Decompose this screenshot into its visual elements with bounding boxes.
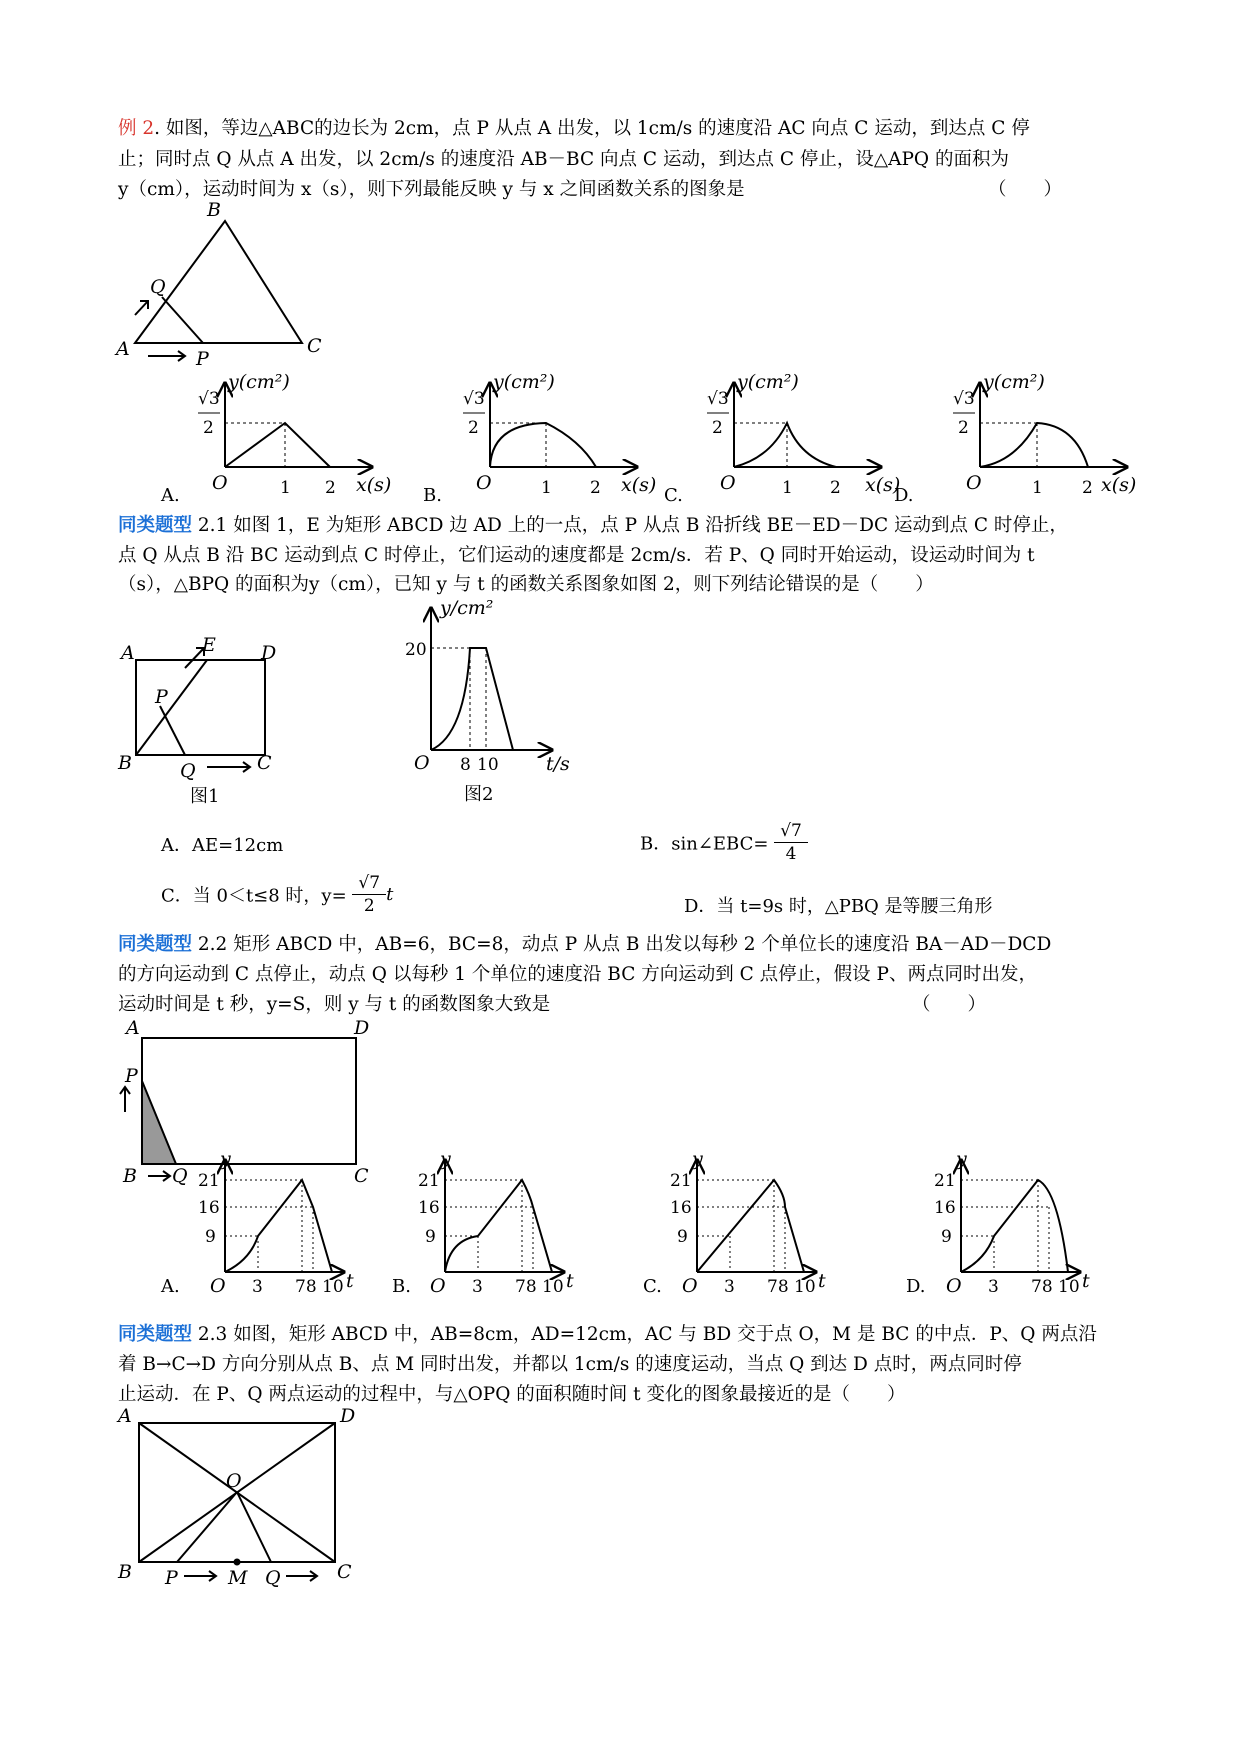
q22-C-v21: 21 [670, 1171, 692, 1191]
ex2-line3: y（cm），运动时间为 x（s），则下列最能反映 y 与 x 之间函数关系的图象是 [118, 179, 745, 200]
q21-optB-text: B．sin∠EBC= [640, 833, 769, 855]
q22-C-t10: 10 [794, 1277, 816, 1297]
q22-A-t78: 78 [295, 1277, 317, 1297]
ex2-A-origin: O [212, 472, 228, 494]
q23-fig-A: A [118, 1405, 132, 1427]
q22-line3: 运动时间是 t 秒，y=S，则 y 与 t 的函数图象大致是 [118, 994, 551, 1015]
ex2-option-D[interactable]: D. [894, 485, 914, 506]
q22-A-v16: 16 [198, 1198, 220, 1218]
q22-B-v21: 21 [418, 1171, 440, 1191]
q22-D-t10: 10 [1058, 1277, 1080, 1297]
q22-line2: 的方向运动到 C 点停止，动点 Q 以每秒 1 个单位的速度沿 BC 方向运动到 C 点停止，假设 P、两点同时出发， [118, 964, 1037, 985]
q22-C-t3: 3 [724, 1277, 735, 1297]
q22-C-origin: O [682, 1275, 698, 1297]
ex2-C-two: 2 [712, 418, 723, 438]
ex2-B-origin: O [476, 472, 492, 494]
q22-B-origin: O [430, 1275, 446, 1297]
ex2-fig-B: B [207, 199, 221, 221]
q22-option-A[interactable]: A. [161, 1276, 180, 1297]
q21-fig-Q: Q [180, 760, 196, 782]
q21-optC-t: t [386, 884, 394, 905]
q21-text-1: 2.1 如图 1，E 为矩形 ABCD 边 AD 上的一点，点 P 从点 B 沿折线 BE－ED－DC 运动到点 C 时停止， [192, 515, 1068, 536]
ex2-B-sqrt3: √3 [463, 389, 485, 409]
q22-B-t10: 10 [542, 1277, 564, 1297]
ex2-C-t1: 1 [782, 478, 793, 498]
q22-option-D[interactable]: D. [906, 1276, 926, 1297]
ex2-option-C[interactable]: C. [664, 485, 683, 506]
ex2-C-yaxis: y(cm²) [737, 371, 799, 393]
q22-D-t3: 3 [988, 1277, 999, 1297]
q21-fig2-origin: O [414, 752, 430, 774]
q21-optC-num: √7 [352, 872, 386, 895]
q22-C-t78: 78 [767, 1277, 789, 1297]
q21-fig2-t8: 8 [460, 755, 471, 775]
q23-fig-D: D [340, 1405, 356, 1427]
q22-fig-C: C [354, 1165, 369, 1187]
ex2-C-xaxis: x(s) [865, 474, 901, 496]
q22-D-origin: O [946, 1275, 962, 1297]
q22-option-B[interactable]: B. [392, 1276, 411, 1297]
q21-option-A[interactable]: A．AE=12cm [161, 835, 284, 856]
ex2-B-t2: 2 [590, 478, 601, 498]
ex2-A-t1: 1 [280, 478, 291, 498]
q22-D-v9: 9 [941, 1227, 952, 1247]
q22-C-v16: 16 [670, 1198, 692, 1218]
q21-fig2-v20: 20 [405, 640, 427, 660]
ex2-A-t2: 2 [325, 478, 336, 498]
q22-A-t3: 3 [252, 1277, 263, 1297]
q23-tag: 同类题型 [118, 1324, 193, 1345]
q22-tag: 同类题型 [118, 934, 193, 955]
q22-D-v21: 21 [934, 1171, 956, 1191]
q22-B-y: y [440, 1148, 451, 1170]
q22-B-v16: 16 [418, 1198, 440, 1218]
q22-B-t: t [566, 1270, 574, 1292]
ex2-fig-A: A [116, 338, 130, 360]
q21-fig-P: P [155, 686, 168, 708]
q21-optB-num: √7 [774, 820, 808, 843]
ex2-A-yaxis: y(cm²) [228, 371, 290, 393]
ex2-D-t2: 2 [1082, 478, 1093, 498]
q22-A-y: y [220, 1148, 231, 1170]
q22-A-v9: 9 [205, 1227, 216, 1247]
q22-A-v21: 21 [198, 1171, 220, 1191]
ex2-option-B[interactable]: B. [423, 485, 442, 506]
q21-fig-A: A [121, 642, 135, 664]
ex2-B-xaxis: x(s) [621, 474, 657, 496]
q21-fig-C: C [257, 752, 272, 774]
q21-fig1-caption: 图1 [190, 786, 220, 807]
q22-B-t78: 78 [515, 1277, 537, 1297]
ex2-tag: 例 2 [118, 118, 155, 139]
q22-fig-Q: Q [172, 1165, 188, 1187]
q21-fig-D: D [261, 642, 277, 664]
q22-A-t: t [346, 1270, 354, 1292]
q21-fig2-yaxis: y/cm² [440, 597, 494, 619]
ex2-A-xaxis: x(s) [356, 474, 392, 496]
q22-D-v16: 16 [934, 1198, 956, 1218]
q22-fig-A: A [126, 1017, 140, 1039]
q23-line3: 止运动．在 P、Q 两点运动的过程中，与△OPQ 的面积随时间 t 变化的图象最接近的是（ ） [118, 1384, 906, 1405]
q23-fig-Q: Q [265, 1567, 281, 1589]
q22-fig-B: B [123, 1165, 137, 1187]
q23-line2: 着 B→C→D 方向分别从点 B、点 M 同时出发，并都以 1cm/s 的速度运动，当点 Q 到达 D 点时，两点同时停 [118, 1354, 1022, 1375]
q21-fig2-t10: 10 [477, 755, 499, 775]
q22-B-t3: 3 [472, 1277, 483, 1297]
q21-tag: 同类题型 [118, 515, 193, 536]
ex2-text-1: . 如图，等边△ABC的边长为 2cm，点 P 从点 A 出发，以 1cm/s 的速度沿 AC 向点 C 运动，到达点 C 停 [154, 118, 1030, 139]
q22-option-C[interactable]: C. [643, 1276, 662, 1297]
ex2-answer-paren: （ ） [988, 179, 1063, 200]
q22-B-v9: 9 [425, 1227, 436, 1247]
q22-answer-paren: （ ） [912, 994, 987, 1015]
ex2-B-two: 2 [468, 418, 479, 438]
q22-D-t: t [1082, 1270, 1090, 1292]
ex2-D-sqrt3: √3 [953, 389, 975, 409]
ex2-option-A[interactable]: A. [161, 485, 180, 506]
q21-fig-E: E [202, 634, 216, 656]
q22-A-origin: O [210, 1275, 226, 1297]
ex2-D-yaxis: y(cm²) [983, 371, 1045, 393]
q23-fig-O: O [226, 1470, 242, 1492]
ex2-C-origin: O [720, 472, 736, 494]
ex2-A-two: 2 [203, 418, 214, 438]
q22-A-t10: 10 [322, 1277, 344, 1297]
q22-text-1: 2.2 矩形 ABCD 中，AB=6，BC=8，动点 P 从点 B 出发以每秒 2 个单位长的速度沿 BA－AD－DCD [192, 934, 1052, 955]
ex2-fig-P: P [196, 348, 209, 370]
ex2-C-sqrt3: √3 [707, 389, 729, 409]
q22-fig-D: D [354, 1017, 370, 1039]
q23-fig-M: M [228, 1567, 248, 1589]
q21-fig2-xaxis: t/s [546, 753, 570, 775]
ex2-D-two: 2 [958, 418, 969, 438]
q22-D-t78: 78 [1031, 1277, 1053, 1297]
q22-D-y: y [956, 1148, 967, 1170]
ex2-D-origin: O [966, 472, 982, 494]
q22-C-y: y [692, 1148, 703, 1170]
q23-text-1: 2.3 如图，矩形 ABCD 中，AB=8cm，AD=12cm，AC 与 BD 交于点 O，M 是 BC 的中点．P、Q 两点沿 [192, 1324, 1097, 1345]
ex2-D-t1: 1 [1032, 478, 1043, 498]
ex2-D-xaxis: x(s) [1101, 474, 1137, 496]
q22-fig-P: P [125, 1065, 138, 1087]
q21-optB-den: 4 [785, 844, 797, 864]
q23-fig-C: C [337, 1561, 352, 1583]
ex2-fig-C: C [307, 335, 322, 357]
q22-C-t: t [818, 1270, 826, 1292]
q23-fig-P: P [165, 1567, 178, 1589]
q21-line2: 点 Q 从点 B 沿 BC 运动到点 C 时停止，它们运动的速度都是 2cm/s．若 P、Q 同时开始运动，设运动时间为 t [118, 545, 1035, 566]
ex2-fig-Q: Q [150, 276, 166, 298]
q22-C-v9: 9 [677, 1227, 688, 1247]
q21-optC-text: C．当 0＜t≤8 时，y= [161, 885, 347, 907]
q21-fig2-caption: 图2 [464, 784, 494, 805]
q21-line3: （s），△BPQ 的面积为y（cm），已知 y 与 t 的函数关系图象如图 2，则下列结论错误的是（ ） [118, 574, 934, 595]
ex2-C-t2: 2 [830, 478, 841, 498]
ex2-A-sqrt3: √3 [198, 389, 220, 409]
ex2-B-yaxis: y(cm²) [493, 371, 555, 393]
ex2-B-t1: 1 [541, 478, 552, 498]
q21-optC-den: 2 [363, 896, 375, 916]
ex2-line2: 止；同时点 Q 从点 A 出发，以 2cm/s 的速度沿 AB－BC 向点 C 运动，到达点 C 停止，设△APQ 的面积为 [118, 149, 1009, 170]
q21-option-D[interactable]: D．当 t=9s 时，△PBQ 是等腰三角形 [684, 896, 993, 917]
q21-fig-B: B [118, 752, 132, 774]
q23-fig-B: B [118, 1561, 132, 1583]
